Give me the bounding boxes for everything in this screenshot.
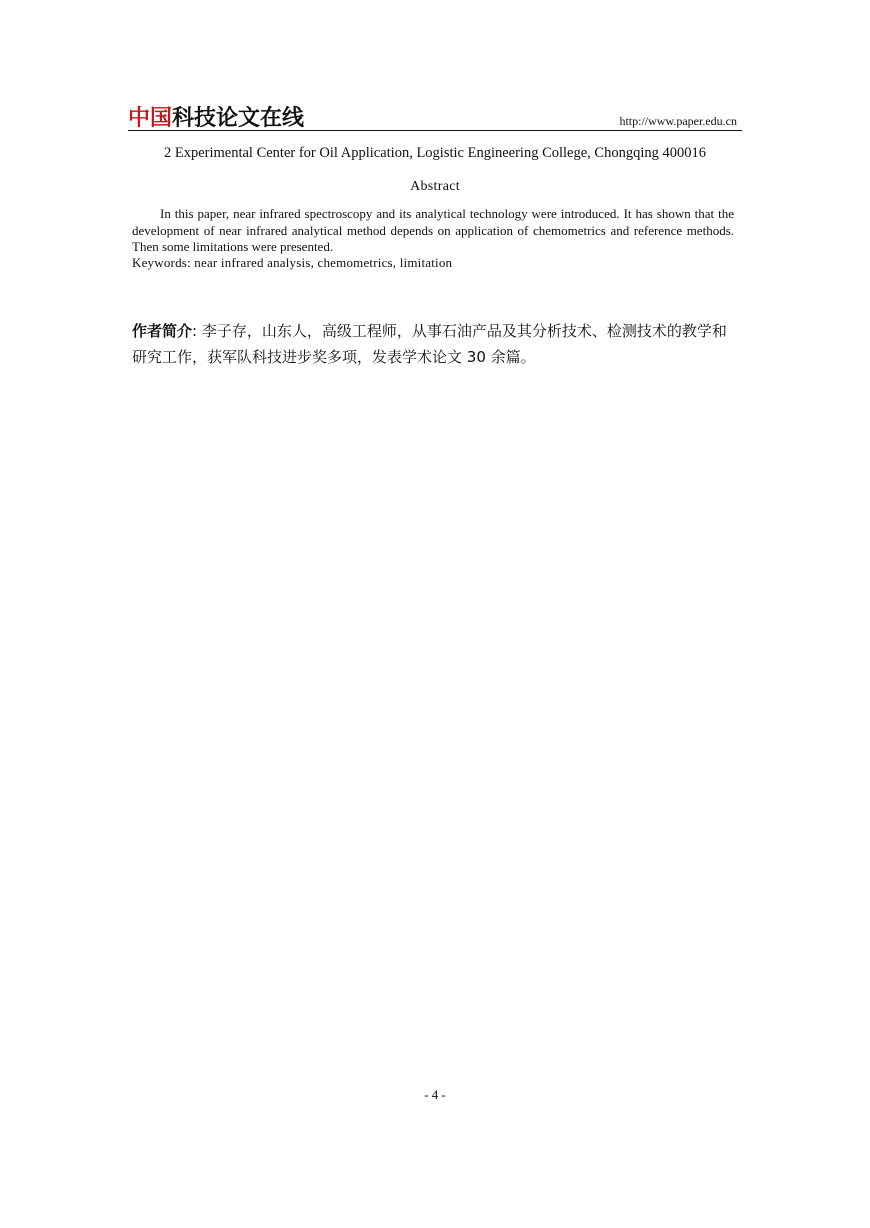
abstract-heading: Abstract: [410, 179, 460, 194]
bio-label: 作者简介: [132, 322, 193, 340]
header-url: http://www.paper.edu.cn: [619, 114, 737, 128]
bio-text: : 李子存，山东人，高级工程师，从事石油产品及其分析技术、检测技术的教学和研究工作，获军队科技进步奖多项，发表学术论文 30 余篇。: [132, 322, 727, 366]
logo-text-paper-online: 科技论文在线: [172, 105, 305, 131]
author-affiliation: 2 Experimental Center for Oil Application, Logistic Engineering College, Chongqing 400016: [163, 145, 707, 161]
abstract-paragraph: In this paper, near infrared spectroscopy and its analytical technology were introduced. It has shown that the development of near infrared analytical method depends on application of chemometrics and reference methods. Then some limitations were presented.: [132, 206, 734, 254]
author-bio: [132, 318, 740, 370]
page-number: - 4 -: [424, 1087, 446, 1102]
logo-text-china: 中国: [128, 105, 173, 131]
site-logo: [128, 103, 304, 129]
page-header: [128, 103, 740, 131]
keywords-line: Keywords: near infrared analysis, chemometrics, limitation: [132, 255, 453, 270]
header-divider: [128, 130, 742, 131]
